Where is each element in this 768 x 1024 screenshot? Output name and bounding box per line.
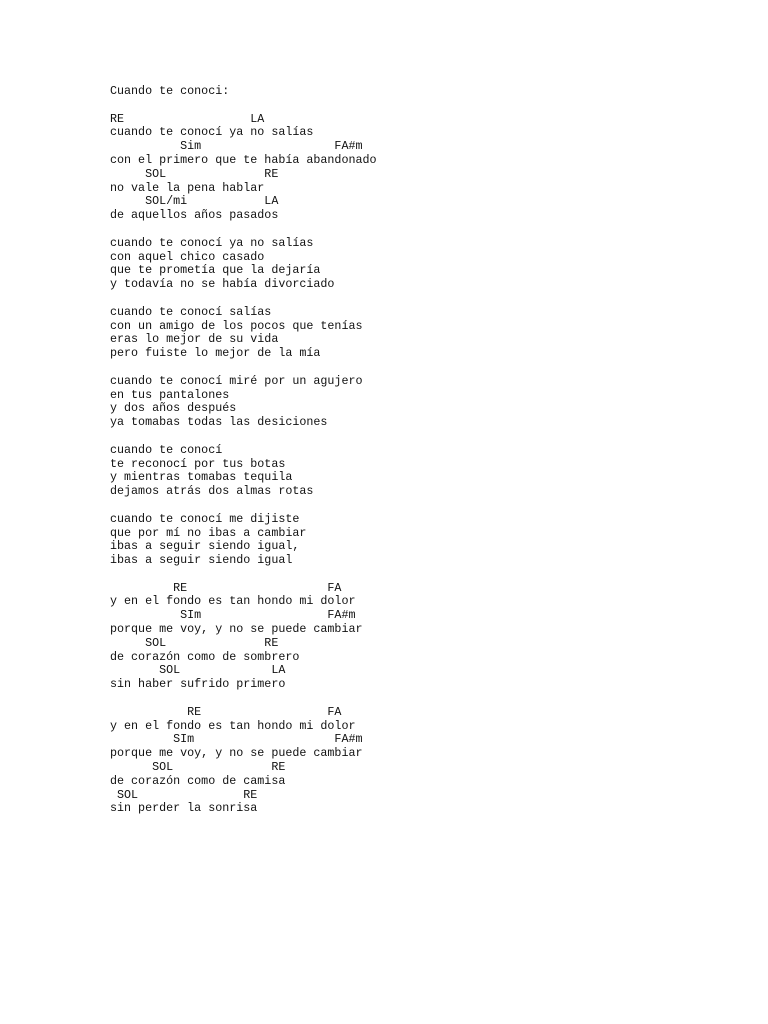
lyric-line: que te prometía que la dejaría	[110, 263, 321, 278]
chord-line: SOL RE	[110, 787, 258, 802]
lyric-line: con el primero que te había abandonado	[110, 152, 377, 167]
lyric-line: y mientras tomabas tequila	[110, 470, 293, 485]
blank-line	[110, 223, 730, 237]
lyric-line: cuando te conocí	[110, 442, 223, 457]
blank-line	[110, 568, 730, 582]
chord-line: SOL RE	[110, 166, 279, 181]
lyric-line: dejamos atrás dos almas rotas	[110, 484, 314, 499]
chord-line: RE FA	[110, 580, 342, 595]
lyric-line: cuando te conocí miré por un agujero	[110, 373, 363, 388]
blank-line	[110, 99, 730, 113]
lyric-line: ibas a seguir siendo igual,	[110, 539, 300, 554]
lyric-line: de aquellos años pasados	[110, 208, 279, 223]
lyric-line: que por mí no ibas a cambiar	[110, 525, 307, 540]
lyric-line: cuando te conocí me dijiste	[110, 511, 300, 526]
chord-line: SIm FA#m	[110, 732, 363, 747]
song-title: Cuando te conoci:	[110, 84, 230, 98]
chord-line: Sim FA#m	[110, 139, 363, 154]
lyric-line: y en el fondo es tan hondo mi dolor	[110, 718, 356, 733]
blank-line	[110, 499, 730, 513]
lyric-line: y dos años después	[110, 401, 237, 416]
chord-line: RE LA	[110, 111, 265, 126]
lyric-line: sin perder la sonrisa	[110, 801, 258, 816]
lyric-line: cuando te conocí ya no salías	[110, 125, 314, 140]
lyric-line: de corazón como de camisa	[110, 773, 286, 788]
lyric-line: porque me voy, y no se puede cambiar	[110, 622, 363, 637]
lyric-line: sin haber sufrido primero	[110, 677, 286, 692]
lyric-line: con aquel chico casado	[110, 249, 265, 264]
lyric-line: pero fuiste lo mejor de la mía	[110, 346, 321, 361]
blank-line	[110, 361, 730, 375]
lyric-line: no vale la pena hablar	[110, 180, 265, 195]
lyric-line: de corazón como de sombrero	[110, 649, 300, 664]
lyric-line: cuando te conocí salías	[110, 304, 272, 319]
blank-line	[110, 692, 730, 706]
chord-line: SIm FA#m	[110, 608, 356, 623]
lyric-line: en tus pantalones	[110, 387, 230, 402]
chord-line: SOL RE	[110, 635, 279, 650]
blank-line	[110, 292, 730, 306]
lyric-line: y todavía no se había divorciado	[110, 277, 335, 292]
lyric-line: con un amigo de los pocos que tenías	[110, 318, 363, 333]
song-sheet	[110, 85, 730, 816]
blank-line	[110, 430, 730, 444]
lyric-line: te reconocí por tus botas	[110, 456, 286, 471]
lyric-line: ya tomabas todas las desiciones	[110, 415, 328, 430]
lyric-line: y en el fondo es tan hondo mi dolor	[110, 594, 356, 609]
chord-line: SOL LA	[110, 663, 286, 678]
lyric-line: eras lo mejor de su vida	[110, 332, 279, 347]
chord-line: SOL RE	[110, 760, 286, 775]
chord-line: SOL/mi LA	[110, 194, 279, 209]
lyric-line: ibas a seguir siendo igual	[110, 553, 293, 568]
chord-line: RE FA	[110, 704, 342, 719]
lyric-line: porque me voy, y no se puede cambiar	[110, 746, 363, 761]
lyric-line: cuando te conocí ya no salías	[110, 235, 314, 250]
